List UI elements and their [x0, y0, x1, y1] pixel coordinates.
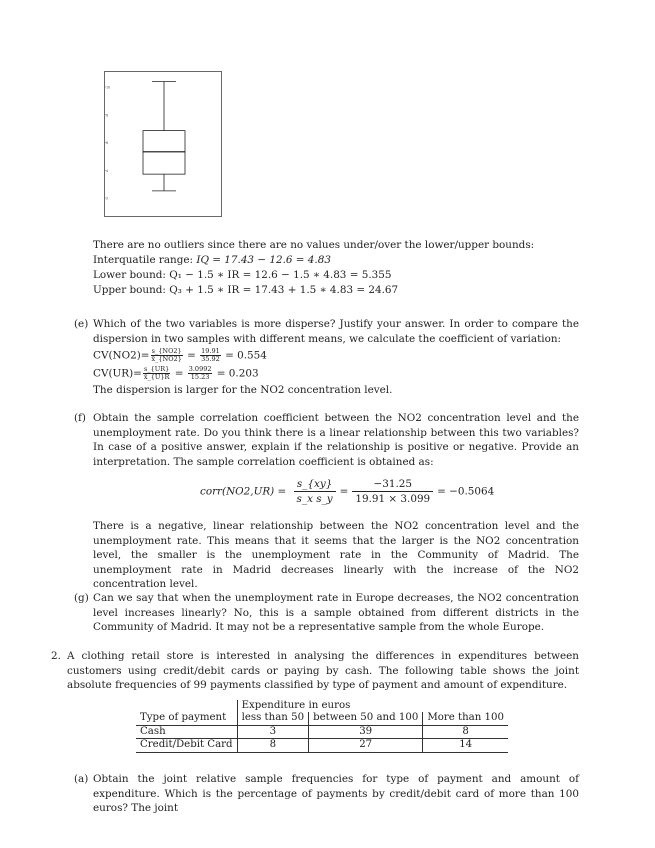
- cv-no2-value-denominator: 35.92: [201, 355, 220, 363]
- cv-no2-value-fraction: [200, 348, 221, 363]
- cv-no2-prefix: CV(NO2)=: [93, 349, 150, 362]
- table-cell: 3: [237, 725, 308, 738]
- iqr-equation: IQ = 17.43 − 12.6 = 4.83: [196, 254, 331, 266]
- cv-ur-numerator: s_{UR}: [144, 365, 170, 373]
- correlation-formula-fraction: [294, 478, 336, 505]
- cv-no2-line: CV(NO2)= $\frac{s\_\{NO2\}}{x̄\_\{NO2\}}$ = $\frac{19.91}{35.92}$ = 0.554: [93, 347, 267, 363]
- table-cell: 39: [309, 725, 423, 738]
- table-header-group-row: [136, 700, 508, 712]
- item-a-text: Obtain the joint relative sample frequencies for type of payment and amount of expenditure. Which is the percentage of payments by credit/debit card of more than 100 euros? The joint: [93, 773, 579, 815]
- column-header: More than 100: [423, 712, 508, 725]
- lower-bound-label: Lower bound:: [93, 269, 170, 281]
- table-cell: 8: [423, 725, 508, 738]
- cv-ur-line: CV(UR)= $\frac{s\_\{UR\}}{x̄\_\{U\}R}$ = $\frac{3.0992}{15.23}$ = 0.203: [93, 365, 259, 381]
- expenditure-group-header: Expenditure in euros: [237, 700, 508, 712]
- cv-no2-denominator: x̄_{NO2}: [151, 355, 182, 363]
- upper-bound-line: [93, 283, 398, 298]
- cv-no2-value-numerator: 19.91: [201, 347, 220, 355]
- tick-label: 10: [106, 85, 111, 90]
- table-row: [136, 725, 508, 738]
- axis-ticks: [105, 86, 111, 201]
- item-g-label: (g): [74, 592, 89, 604]
- item-f-text: Obtain the sample correlation coefficient between the NO2 concentration level and the unemployment rate. Do you think there is a linear relationship between this two variables? In case of a positive answer, explain if the relationship is positive or negative. Provide an interpretation. The sample correlation coefficient is obtained as:: [93, 412, 579, 468]
- lower-bound-line: [93, 268, 391, 283]
- cv-ur-value-fraction: [188, 366, 213, 381]
- cv-ur-result: = 0.203: [216, 367, 259, 380]
- row-label: Credit/Debit Card: [140, 739, 233, 751]
- tick-label: 8: [106, 113, 109, 118]
- table-cell: 14: [423, 739, 508, 752]
- correlation-lhs: corr(NO2,UR) =: [200, 485, 287, 498]
- table-cell: 27: [309, 739, 423, 752]
- item-f-label: (f): [74, 412, 86, 424]
- row-label: Cash: [140, 725, 166, 737]
- tick-label: 4: [106, 168, 109, 173]
- boxplot-figure: [104, 71, 222, 217]
- cv-ur-prefix: CV(UR)=: [93, 367, 142, 380]
- correlation-formula-denominator: s_x s_y: [296, 493, 333, 505]
- upper-bound-label: Upper bound:: [93, 284, 170, 296]
- column-header: between 50 and 100: [309, 712, 423, 725]
- question-2-text: A clothing retail store is interested in analysing the differences in expenditures between customers using credit/debit cards or paying by cash. The following table shows the joint absolute frequencies of 99 payments classified by type of payment and amount of expenditure.: [67, 650, 579, 692]
- cv-ur-value-numerator: 3.0992: [188, 365, 212, 373]
- cv-ur-fraction: [143, 366, 171, 381]
- upper-bound-equation: Q₃ + 1.5 ∗ IR = 17.43 + 1.5 ∗ 4.83 = 24.67: [169, 284, 399, 296]
- cv-no2-result: = 0.554: [225, 349, 267, 362]
- cv-ur-denominator: x̄_{U}R: [143, 373, 170, 381]
- table-header-row: [136, 712, 508, 725]
- column-header: less than 50: [237, 712, 308, 725]
- tick-label: 2: [106, 196, 109, 201]
- lower-bound-equation: Q₁ − 1.5 ∗ IR = 12.6 − 1.5 ∗ 4.83 = 5.355: [169, 269, 392, 281]
- correlation-value-fraction: [352, 478, 433, 505]
- plot-frame: [105, 72, 222, 217]
- outliers-statement: There are no outliers since there are no values under/over the lower/upper bounds:: [93, 239, 535, 251]
- correlation-formula-numerator: s_{xy}: [294, 478, 336, 492]
- cv-no2-numerator: s_{NO2}: [151, 347, 182, 355]
- correlation-result: = −0.5064: [437, 485, 495, 498]
- cv-no2-fraction: [151, 348, 183, 363]
- correlation-value-denominator: 19.91 × 3.099: [355, 493, 431, 505]
- item-e-text: Which of the two variables is more disperse? Justify your answer. In order to compare the dispersion in two samples with different means, we calculate the coefficient of variation:: [93, 318, 579, 345]
- item-a-label: (a): [74, 773, 89, 785]
- correlation-interpretation: There is a negative, linear relationship between the NO2 concentration level and the unemployment rate. This means that it seems that the larger is the NO2 concentration level, the smaller is the unemployment rate in the Community of Madrid. The unemployment rate in Madrid decreases linearly with the increase of the NO2 concentration level.: [93, 520, 579, 591]
- cv-ur-value-denominator: 15.23: [190, 373, 210, 381]
- table-cell: 8: [237, 739, 308, 752]
- row-header: Type of payment: [140, 712, 227, 724]
- table-row: [136, 739, 508, 752]
- iqr-label: Interquatile range:: [93, 254, 197, 266]
- correlation-equation: corr(NO2,UR) = $\frac{s\_\{xy\}}{\text{s\_x s\_y}}$ = $\frac{-31.25}{19.91 \times 3.099}$ = −0.5064: [200, 478, 495, 505]
- frequency-table: [136, 700, 508, 753]
- tick-label: 6: [106, 141, 109, 145]
- question-2-label: 2.: [51, 650, 61, 662]
- correlation-value-numerator: −31.25: [352, 478, 433, 492]
- item-g-text: Can we say that when the unemployment rate in Europe decreases, the NO2 concentration level increases linearly? No, this is a sample obtained from different districts in the Community of Madrid. It may not be a representative sample from the whole Europe.: [93, 592, 579, 634]
- item-e-label: (e): [74, 318, 89, 330]
- iqr-line: [93, 253, 331, 268]
- dispersion-conclusion: The dispersion is larger for the NO2 concentration level.: [93, 384, 393, 396]
